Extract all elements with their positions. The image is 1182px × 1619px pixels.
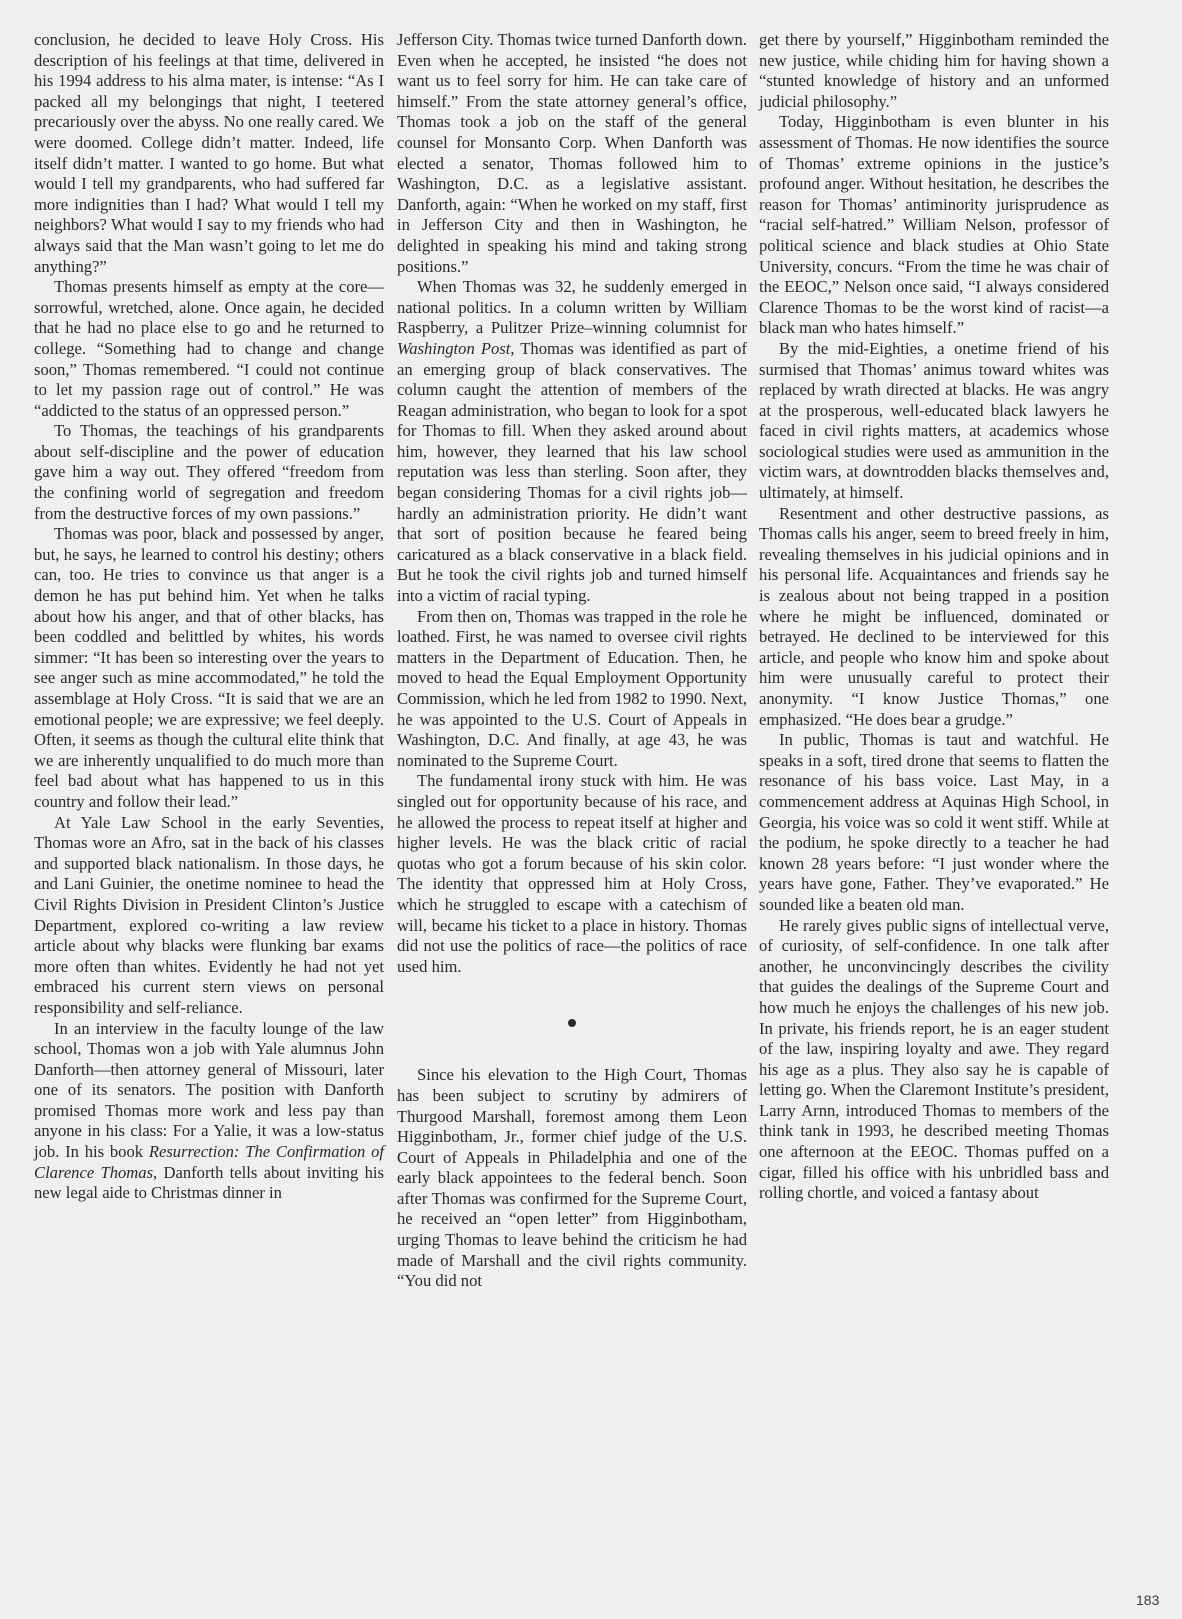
paragraph-text: , Thomas was identified as part of an emerging group of black conservatives. The column caught the attention of members of the Reagan administration, who began to look for a spot for Thomas to fill. When they asked around about him, however, they learned that his law school reputation was less than sterling. Soon after, they began considering Thomas for a civil rights job—hardly an administration priority. He didn’t want that sort of position because he feared being caricatured as a black conservative in a black field. But he took the civil rights job and turned himself into a victim of racial typing.	[397, 338, 747, 606]
page-number: 183	[1136, 1592, 1160, 1608]
paragraph-with-book-title	[34, 1019, 384, 1204]
paragraph: To Thomas, the teachings of his grandparents about self-discipline and the power of education gave him a way out. They offered “freedom from the confining world of segregation and freedom from the destructive forces of my own passions.”	[34, 421, 384, 523]
newspaper-title: Washington Post	[397, 338, 511, 358]
paragraph-text: In an interview in the faculty lounge of the law school, Thomas won a job with Yale alumnus John Danforth—then attorney general of Missouri, later one of its senators. The position with Danforth promised Thomas more work and less pay than anyone in his class: For a Yalie, it was a low-status job. In his book	[34, 1018, 384, 1162]
paragraph-with-newspaper	[397, 277, 747, 607]
column-1	[34, 30, 384, 1204]
paragraph: Since his elevation to the High Court, Thomas has been subject to scrutiny by admirers of Thurgood Marshall, foremost among them Leon Higginbotham, Jr., former chief judge of the U.S. Court of Appeals in Philadelphia and one of the early black appointees to the federal bench. Soon after Thomas was confirmed for the Supreme Court, he received an “open letter” from Higginbotham, urging Thomas to leave behind the criticism he had made of Marshall and the civil rights community. “You did not	[397, 1065, 747, 1291]
paragraph: The fundamental irony stuck with him. He was singled out for opportunity because of his race, and he allowed the process to repeat itself at higher and higher levels. He was the black critic of racial quotas who got a forum because of his skin color. The identity that oppressed him at Holy Cross, which he struggled to escape with a catechism of will, became his ticket to a place in history. Thomas did not use the politics of race—the politics of race used him.	[397, 771, 747, 976]
paragraph: At Yale Law School in the early Seventies, Thomas wore an Afro, sat in the back of his classes and supported black nationalism. In those days, he and Lani Guinier, the onetime nominee to head the Civil Rights Division in President Clinton’s Justice Department, explored co-writing a law review article about why blacks were flunking bar exams more often than whites. Evidently he had not yet embraced his current stern views on personal responsibility and self-reliance.	[34, 812, 384, 1017]
paragraph-text: , Danforth tells about inviting his	[153, 1162, 384, 1182]
bullet-icon	[568, 1019, 576, 1027]
section-divider	[397, 1011, 747, 1031]
paragraph: Today, Higginbotham is even blunter in his assessment of Thomas. He now identifies the source of Thomas’ extreme opinions in the justice’s profound anger. Without hesitation, he describes the reason for Thomas’ antiminority jurisprudence as “racial self-hatred.” William Nelson, professor of political science and black studies at Ohio State University, concurs. “From the time he was chair of the EEOC,” Nelson once said, “I always considered Clarence Thomas to be the worst kind of racist—a black man who hates himself.”	[759, 112, 1109, 338]
paragraph: Thomas presents himself as empty at the core—sorrowful, wretched, alone. Once again, he decided that he had no place else to go and he returned to college. “Something had to change and change soon,” Thomas remembered. “I could not continue to let my passion rage out of control.” He was “addicted to the status of an oppressed person.”	[34, 277, 384, 420]
paragraph: In public, Thomas is taut and watchful. He speaks in a soft, tired drone that seems to flatten the resonance of his bass voice. Last May, in a commencement address at Aquinas High School, in Georgia, his voice was so cold it went stiff. While at the podium, he spoke directly to a teacher he had known 28 years before: “I just wonder where the years have gone, Father. They’ve evaporated.” He sounded like a beaten old man.	[759, 730, 1109, 914]
column-2	[397, 30, 747, 1292]
paragraph: Jefferson City. Thomas twice turned Danforth down. Even when he accepted, he insisted “he does not want us to feel sorry for him. He can take care of himself.” From the state attorney general’s office, Thomas took a job on the staff of the general counsel for Monsanto Corp. When Danforth was elected a senator, Thomas followed him to Washington, D.C. as a legislative assistant. Danforth, again: “When he worked on my staff, first in Jefferson City and then in Washington, he delighted in speaking his mind and taking strong positions.”	[397, 30, 747, 276]
paragraph-text: When Thomas was 32, he suddenly emerged in national politics. In a column written by William Raspberry, a Pulitzer Prize–winning columnist for	[397, 277, 747, 338]
paragraph: He rarely gives public signs of intellectual verve, of curiosity, of self-confidence. In one talk after another, he unconvincingly describes the civility that guides the dealings of the Supreme Court and how much he enjoys the challenges of his new job. In private, his friends report, he is an eager student of the law, inspiring loyalty and awe. They regard his age as a plus. They also say he is capable of letting go. When the Claremont Institute’s president, Larry Arnn, introduced Thomas to members of the think tank in 1993, he described meeting Thomas one afternoon at the EEOC. Thomas puffed on a cigar, filled his office with his unbridled bass and rolling chortle, and voiced a fantasy about	[759, 915, 1109, 1203]
book-title: Resurrection: The Confirmation of Clarence Thomas	[34, 1142, 384, 1182]
paragraph: Resentment and other destructive passions, as Thomas calls his anger, seem to breed freely in him, revealing themselves in his judicial opinions and in his personal life. Acquaintances and friends say he is zealous about not being trapped in a position where he might be influenced, dominated or betrayed. He declined to be interviewed for this article, and people who know him and spoke about him were unusually careful to protect their anonymity. “I know Justice Thomas,” one emphasized. “He does bear a grudge.”	[759, 503, 1109, 729]
paragraph: By the mid-Eighties, a onetime friend of his surmised that Thomas’ animus toward whites was replaced by wrath directed at blacks. He was angry at the prosperous, well-educated black lawyers he faced in civil rights matters, at academics whose sociological studies were used as ammunition in the victim wars, at downtrodden blacks themselves and, ultimately, at himself.	[759, 338, 1109, 503]
paragraph: get there by yourself,” Higginbotham reminded the new justice, while chiding him for having shown a “stunted knowledge of history and an unformed judicial philosophy.”	[759, 30, 1109, 111]
paragraph-text: new legal aide to Christmas dinner in	[34, 1183, 282, 1203]
column-3	[759, 30, 1109, 1204]
paragraph: Thomas was poor, black and possessed by anger, but, he says, he learned to control his destiny; others can, too. He tries to convince us that anger is a demon he has put behind him. Yet when he talks about how his anger, and that of other blacks, has been coddled and belittled by whites, his words simmer: “It has been so interesting over the years to see anger such as mine accommodated,” he told the assemblage at Holy Cross. “It is said that we are an emotional people; we are expressive; we feel deeply. Often, it seems as though the cultural elite think that we are inherently unqualified to do much more than feel bad about what has happened to us in this country and follow their lead.”	[34, 524, 385, 811]
paragraph: From then on, Thomas was trapped in the role he loathed. First, he was named to oversee civil rights matters in the Department of Education. Then, he moved to head the Equal Employment Opportunity Commission, which he led from 1982 to 1990. Next, he was appointed to the U.S. Court of Appeals in Washington, D.C. And finally, at age 43, he was nominated to the Supreme Court.	[397, 606, 747, 770]
paragraph: conclusion, he decided to leave Holy Cross. His description of his feelings at that time, delivered in his 1994 address to his alma mater, is intense: “As I packed all my belongings that night, I teetered precariously over the abyss. No one really cared. We were doomed. College didn’t matter. Indeed, life itself didn’t matter. I wanted to go home. But what would I tell my grandparents, who had suffered far more indignities than I had? What would I tell my neighbors? What would I say to my friends who had always said that the Man wasn’t going to let me do anything?”	[34, 30, 384, 276]
